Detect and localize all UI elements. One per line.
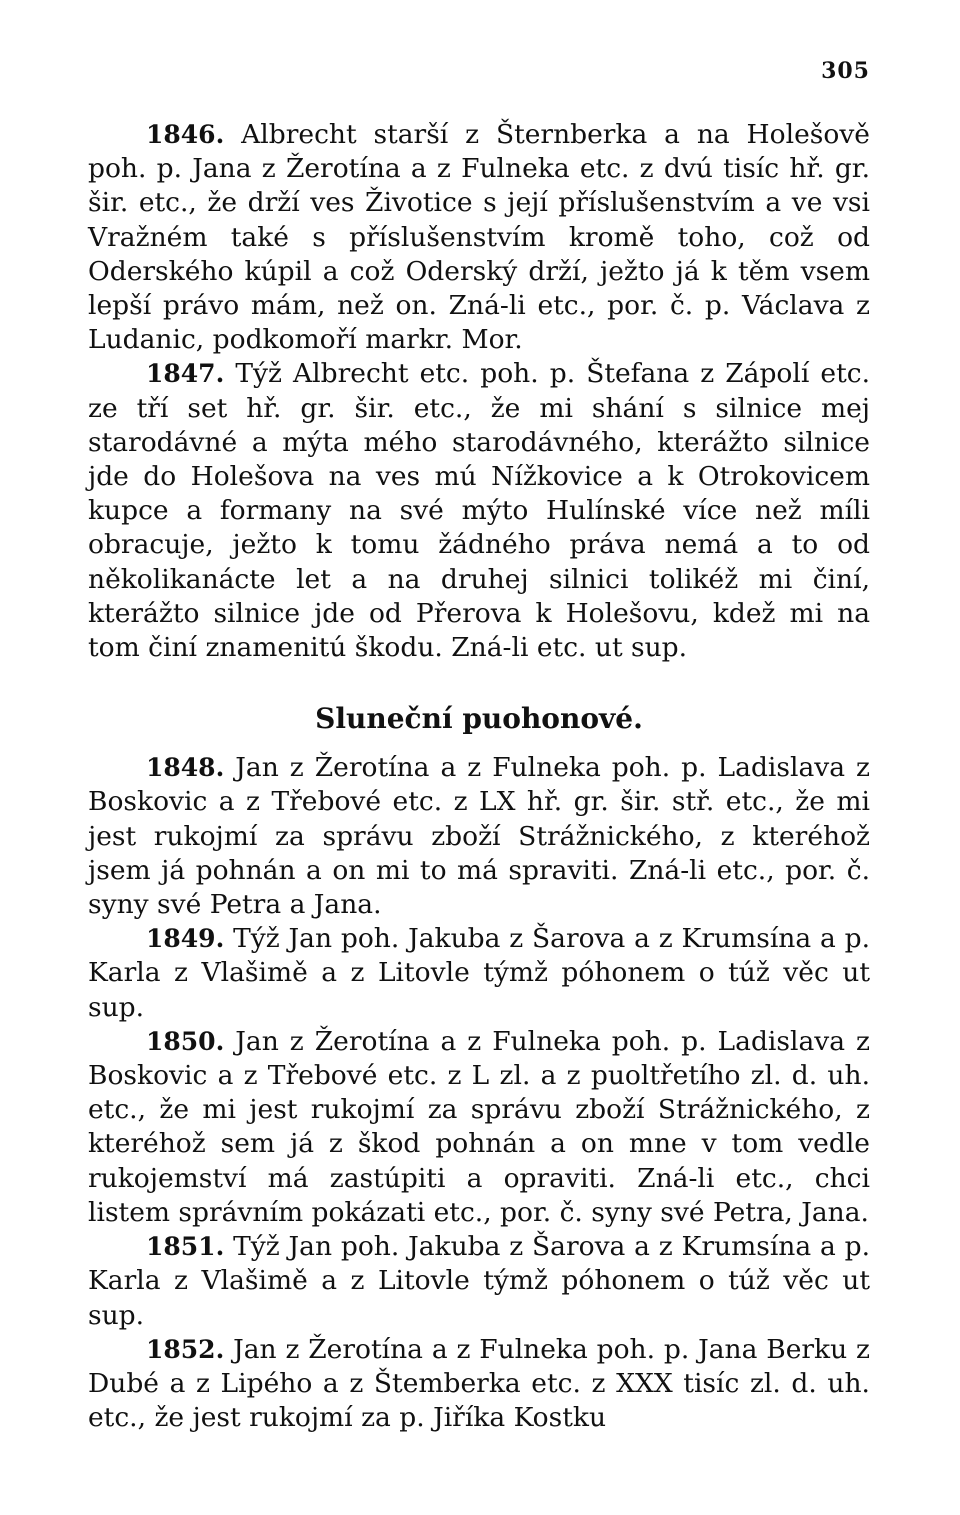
entry-text: Týž Jan poh. Jakuba z Šarova a z Krumsína a p. Karla z Vlašimě a z Litovle týmž póhonem o túž věc ut sup. bbox=[88, 923, 870, 1023]
entry-1847 bbox=[88, 357, 870, 665]
entry-text: Albrecht starší z Šternberka a na Holešově poh. p. Jana z Žerotína a z Fulneka etc. z dvú tisíc hř. gr. šir. etc., že drží ves Životice s její příslušenstvím a ve vsi Vražném také s příslušenstvím kromě toho, což od Oderského kúpil a což Oderský drží, ježto já k těm vsem lepší právo mám, než on. Zná-li etc., por. č. p. Václava z Ludanic, podkomoří markr. Mor. bbox=[88, 119, 870, 356]
entry-text: Jan z Žerotína a z Fulneka poh. p. Ladislava z Boskovic a z Třebové etc. z L zl. a z puoltřetího zl. d. uh. etc., že mi jest rukojmí za správu zboží Strážnického, z kteréhož sem já z škod pohnán a on mne v tom vedle rukojemství má zastúpiti a opraviti. Zná-li etc., chci listem správním pokázati etc., por. č. syny své Petra, Jana. bbox=[88, 1025, 870, 1228]
entry-number: 1851. bbox=[146, 1232, 225, 1262]
entry-text: Jan z Žerotína a z Fulneka poh. p. Ladislava z Boskovic a z Třebové etc. z LX hř. gr. šir. stř. etc., že mi jest rukojmí za správu zboží Strážnického, z kteréhož jsem já pohnán a on mi to má spraviti. Zná-li etc., por. č. syny své Petra a Jana. bbox=[88, 752, 870, 921]
book-page bbox=[88, 0, 870, 1515]
entry-number: 1847. bbox=[146, 359, 225, 389]
entry-text: Týž Jan poh. Jakuba z Šarova a z Krumsína a p. Karla z Vlašimě a z Litovle týmž póhonem o túž věc ut sup. bbox=[88, 1231, 870, 1331]
entry-1846 bbox=[88, 118, 870, 357]
entry-text: Jan z Žerotína a z Fulneka poh. p. Jana Berku z Dubé a z Lipého a z Štemberka etc. z XXX tisíc zl. d. uh. etc., že jest rukojmí za p. Jiříka Kostku bbox=[88, 1333, 870, 1434]
entry-number: 1848. bbox=[146, 753, 225, 783]
entry-number: 1846. bbox=[146, 120, 225, 149]
page-number: 305 bbox=[821, 58, 870, 84]
section-heading: Sluneční puohonové. bbox=[315, 702, 643, 736]
entry-text: Týž Albrecht etc. poh. p. Štefana z Zápolí etc. ze tří set hř. gr. šir. etc., že mi shání s silnice mej starodávné a mýta mého starodávného, kterážto silnice jde do Holešova na ves mú Nížkovice a k Otrokovicem kupce a formany na své mýto Hulínské více než míli obracuje, ježto k tomu žádného práva nemá a to od několikanácte let a na druhej silnici tolikéž mi činí, kterážto silnice jde od Přerova k Holešovu, kdež mi na tom činí znamenitú škodu. Zná-li etc. ut sup. bbox=[88, 358, 870, 664]
page-body bbox=[88, 118, 870, 1435]
entry-1852 bbox=[88, 1333, 870, 1436]
entry-number: 1852. bbox=[146, 1334, 225, 1364]
entry-1848 bbox=[88, 751, 870, 922]
entry-1851 bbox=[88, 1230, 870, 1333]
entry-number: 1849. bbox=[146, 924, 225, 954]
entry-1850 bbox=[88, 1025, 870, 1230]
entry-1849 bbox=[88, 922, 870, 1025]
entry-number: 1850. bbox=[146, 1026, 225, 1056]
